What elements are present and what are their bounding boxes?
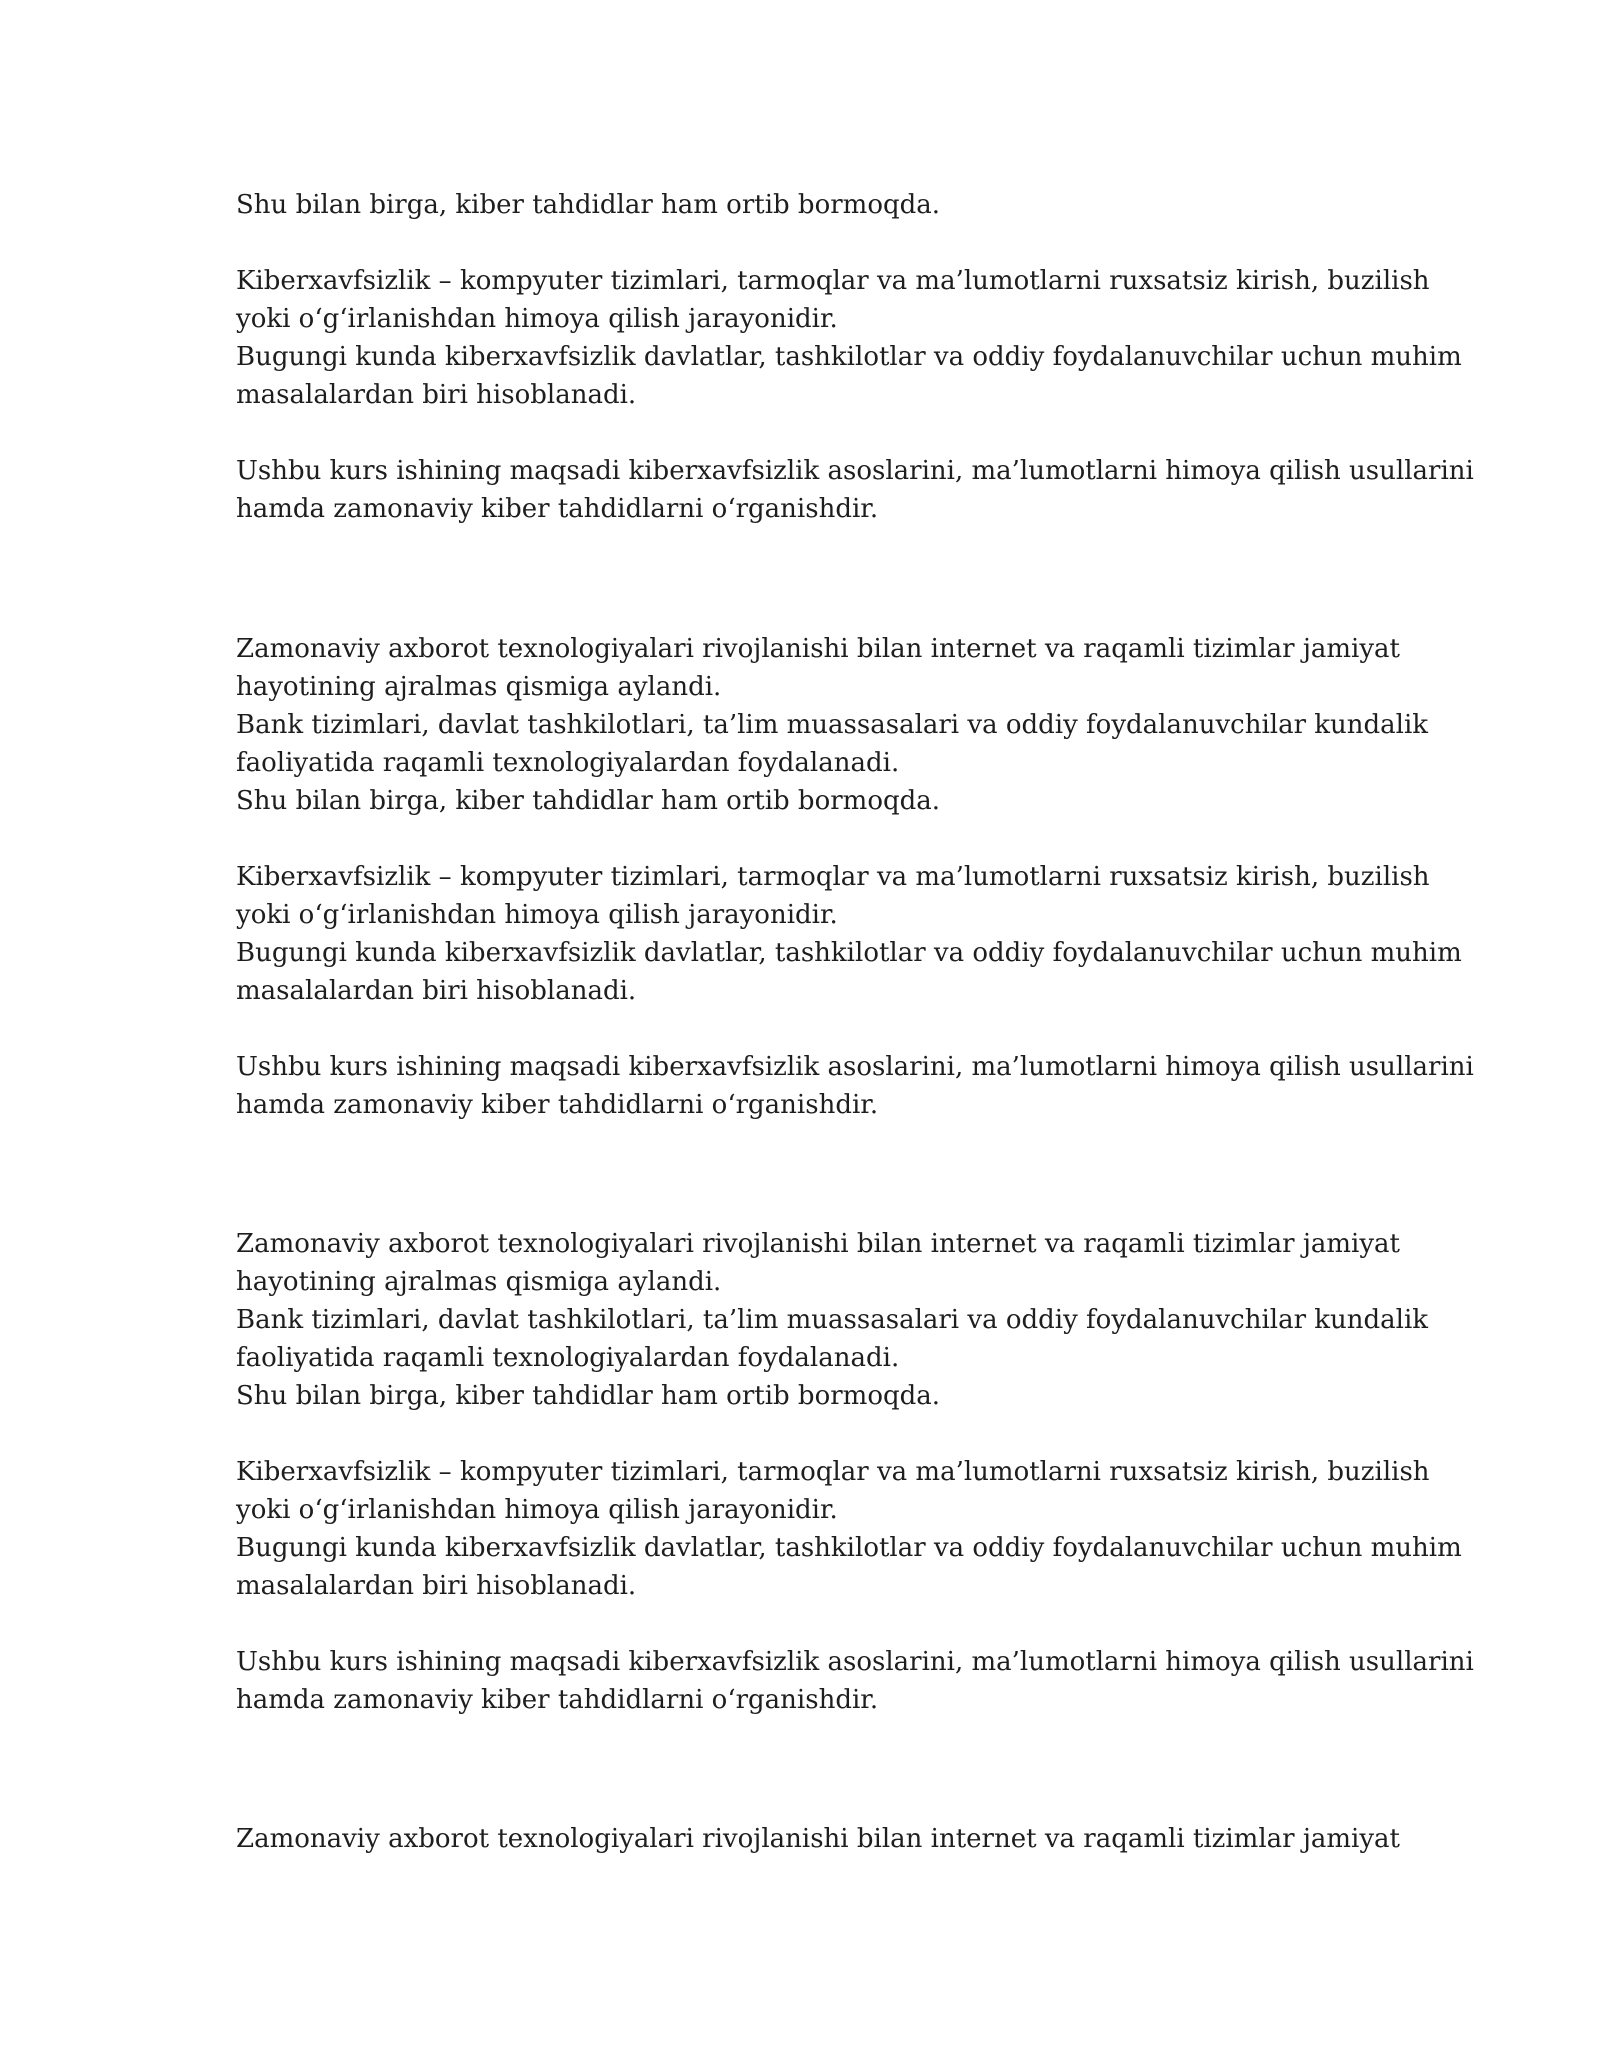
text-line: faoliyatida raqamli texnologiyalardan foydalanadi. [236, 748, 900, 778]
text-line: Ushbu kurs ishining maqsadi kiberxavfsizlik asoslarini, ma’lumotlarni himoya qilish usullarini [236, 1052, 1474, 1082]
text-line: yoki o‘g‘irlanishdan himoya qilish jarayonidir. [236, 900, 838, 930]
text-line: Shu bilan birga, kiber tahdidlar ham ortib bormoqda. [236, 1381, 941, 1411]
text-line: yoki o‘g‘irlanishdan himoya qilish jarayonidir. [236, 304, 838, 334]
text-line: Bank tizimlari, davlat tashkilotlari, ta’lim muassasalari va oddiy foydalanuvchilar kundalik [236, 1305, 1429, 1335]
text-line: Bank tizimlari, davlat tashkilotlari, ta’lim muassasalari va oddiy foydalanuvchilar kundalik [236, 710, 1429, 740]
text-line: hayotining ajralmas qismiga aylandi. [236, 1267, 722, 1297]
text-line: hamda zamonaviy kiber tahdidlarni o‘rganishdir. [236, 494, 879, 524]
text-line: Zamonaviy axborot texnologiyalari rivojlanishi bilan internet va raqamli tizimlar jamiyat [236, 634, 1401, 664]
text-line: yoki o‘g‘irlanishdan himoya qilish jarayonidir. [236, 1495, 838, 1525]
text-line: Kiberxavfsizlik – kompyuter tizimlari, tarmoqlar va ma’lumotlarni ruxsatsiz kirish, buzilish [236, 266, 1430, 296]
text-line: Ushbu kurs ishining maqsadi kiberxavfsizlik asoslarini, ma’lumotlarni himoya qilish usullarini [236, 456, 1474, 486]
text-line: masalalardan biri hisoblanadi. [236, 1571, 637, 1601]
text-line: Shu bilan birga, kiber tahdidlar ham ortib bormoqda. [236, 190, 941, 220]
text-line: Zamonaviy axborot texnologiyalari rivojlanishi bilan internet va raqamli tizimlar jamiyat [236, 1229, 1401, 1259]
text-line: Bugungi kunda kiberxavfsizlik davlatlar, tashkilotlar va oddiy foydalanuvchilar uchun muhim [236, 342, 1462, 372]
text-line: Zamonaviy axborot texnologiyalari rivojlanishi bilan internet va raqamli tizimlar jamiyat [236, 1824, 1401, 1854]
text-line: Bugungi kunda kiberxavfsizlik davlatlar, tashkilotlar va oddiy foydalanuvchilar uchun muhim [236, 938, 1462, 968]
text-line: hamda zamonaviy kiber tahdidlarni o‘rganishdir. [236, 1090, 879, 1120]
text-line: hamda zamonaviy kiber tahdidlarni o‘rganishdir. [236, 1685, 879, 1715]
text-line: Ushbu kurs ishining maqsadi kiberxavfsizlik asoslarini, ma’lumotlarni himoya qilish usullarini [236, 1647, 1474, 1677]
text-line: masalalardan biri hisoblanadi. [236, 380, 637, 410]
text-line: Kiberxavfsizlik – kompyuter tizimlari, tarmoqlar va ma’lumotlarni ruxsatsiz kirish, buzilish [236, 862, 1430, 892]
text-line: Shu bilan birga, kiber tahdidlar ham ortib bormoqda. [236, 786, 941, 816]
text-line: Bugungi kunda kiberxavfsizlik davlatlar, tashkilotlar va oddiy foydalanuvchilar uchun muhim [236, 1533, 1462, 1563]
text-line: Kiberxavfsizlik – kompyuter tizimlari, tarmoqlar va ma’lumotlarni ruxsatsiz kirish, buzilish [236, 1457, 1430, 1487]
text-line: faoliyatida raqamli texnologiyalardan foydalanadi. [236, 1343, 900, 1373]
text-line: hayotining ajralmas qismiga aylandi. [236, 672, 722, 702]
text-line: masalalardan biri hisoblanadi. [236, 976, 637, 1006]
